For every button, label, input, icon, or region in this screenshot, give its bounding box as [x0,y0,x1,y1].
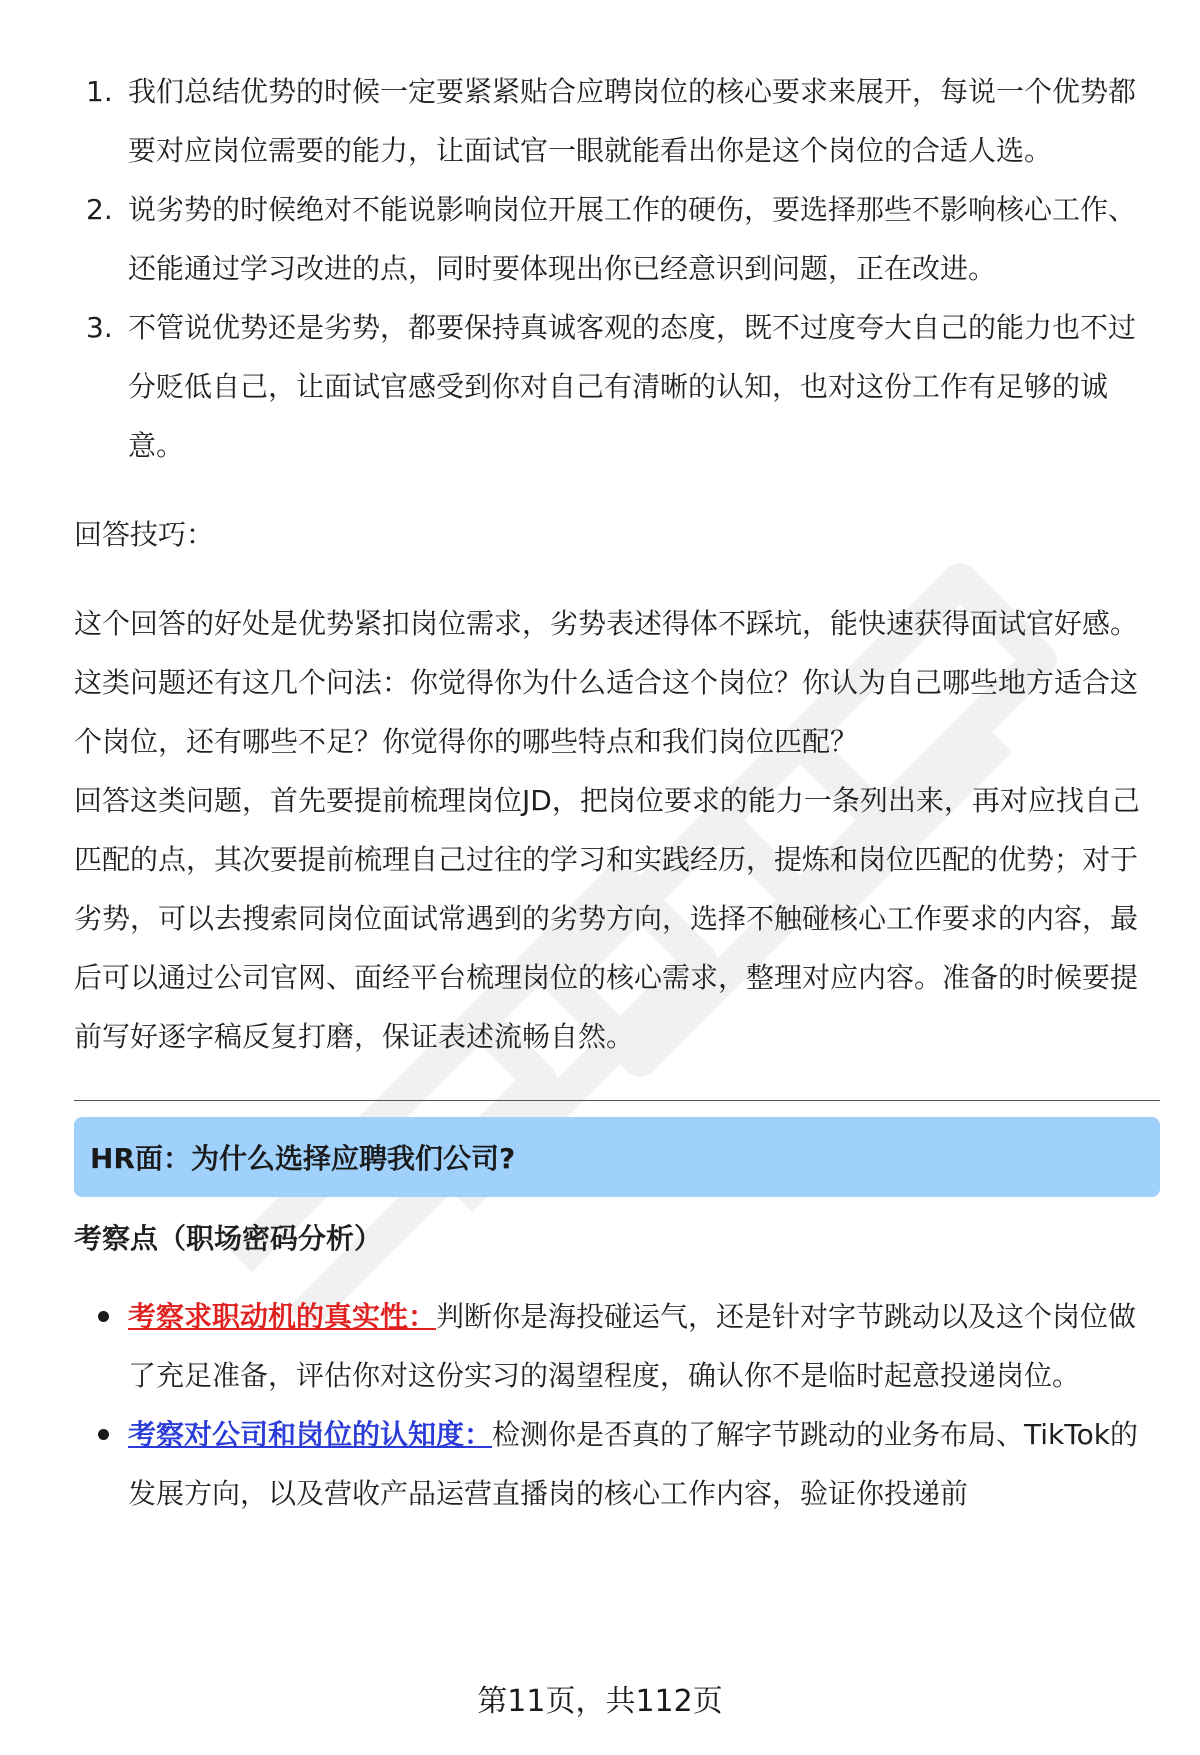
list-item [74,62,1160,180]
bullet-text: 检测你是否真的了解字节跳动的业务布局、TikTok的发展方向，以及营收产品运营直播岗的核心工作内容，验证你投递前 [128,1418,1138,1510]
list-item-text: 我们总结优势的时候一定要紧紧贴合应聘岗位的核心要求来展开，每说一个优势都要对应岗位需要的能力，让面试官一眼就能看出你是这个岗位的合适人选。 [128,75,1137,167]
tips-paragraph: 这个回答的好处是优势紧扣岗位需求，劣势表述得体不踩坑，能快速获得面试官好感。这类问题还有这几个问法：你觉得你为什么适合这个岗位？你认为自己哪些地方适合这个岗位，还有哪些不足？你觉得你的哪些特点和我们岗位匹配？ [74,607,1139,758]
list-item [74,298,1160,475]
list-number: 2. [86,193,113,226]
bullet-dot-icon [98,1429,109,1440]
bullet-dot-icon [98,1311,109,1322]
section-title: HR面：为什么选择应聘我们公司? [90,1142,516,1175]
bullet-text: 判断你是海投碰运气，还是针对字节跳动以及这个岗位做了充足准备，评估你对这份实习的渴望程度，确认你不是临时起意投递岗位。 [128,1300,1137,1392]
list-item-text: 不管说优势还是劣势，都要保持真诚客观的态度，既不过度夸大自己的能力也不过分贬低自己，让面试官感受到你对自己有清晰的认知，也对这份工作有足够的诚意。 [128,311,1137,462]
bullet-item [74,1287,1160,1405]
bullet-list [74,1287,1160,1523]
highlight-label: 考察求职动机的真实性： [128,1300,437,1333]
highlight-label: 考察对公司和岗位的认知度： [128,1418,493,1451]
list-item-text: 说劣势的时候绝对不能说影响岗位开展工作的硬伤，要选择那些不影响核心工作、还能通过学习改进的点，同时要体现出你已经意识到问题，正在改进。 [128,193,1137,285]
sub-heading: 考察点（职场密码分析） [74,1222,383,1255]
bullet-item [74,1405,1160,1523]
list-number: 3. [86,311,113,344]
section-header [74,1117,1160,1197]
tips-paragraph: 回答这类问题，首先要提前梳理岗位JD，把岗位要求的能力一条列出来，再对应找自己匹配的点，其次要提前梳理自己过往的学习和实践经历，提炼和岗位匹配的优势；对于劣势，可以去搜索同岗位面试常遇到的劣势方向，选择不触碰核心工作要求的内容，最后可以通过公司官网、面经平台梳理岗位的核心需求，整理对应内容。准备的时候要提前写好逐字稿反复打磨，保证表述流畅自然。 [74,784,1140,1053]
divider [74,1100,1160,1101]
list-number: 1. [86,75,113,108]
list-item [74,180,1160,298]
numbered-list [74,62,1160,475]
page-footer: 第11页，共112页 [477,1684,723,1719]
tips-label: 回答技巧： [74,518,215,551]
document-page [74,62,1160,1523]
